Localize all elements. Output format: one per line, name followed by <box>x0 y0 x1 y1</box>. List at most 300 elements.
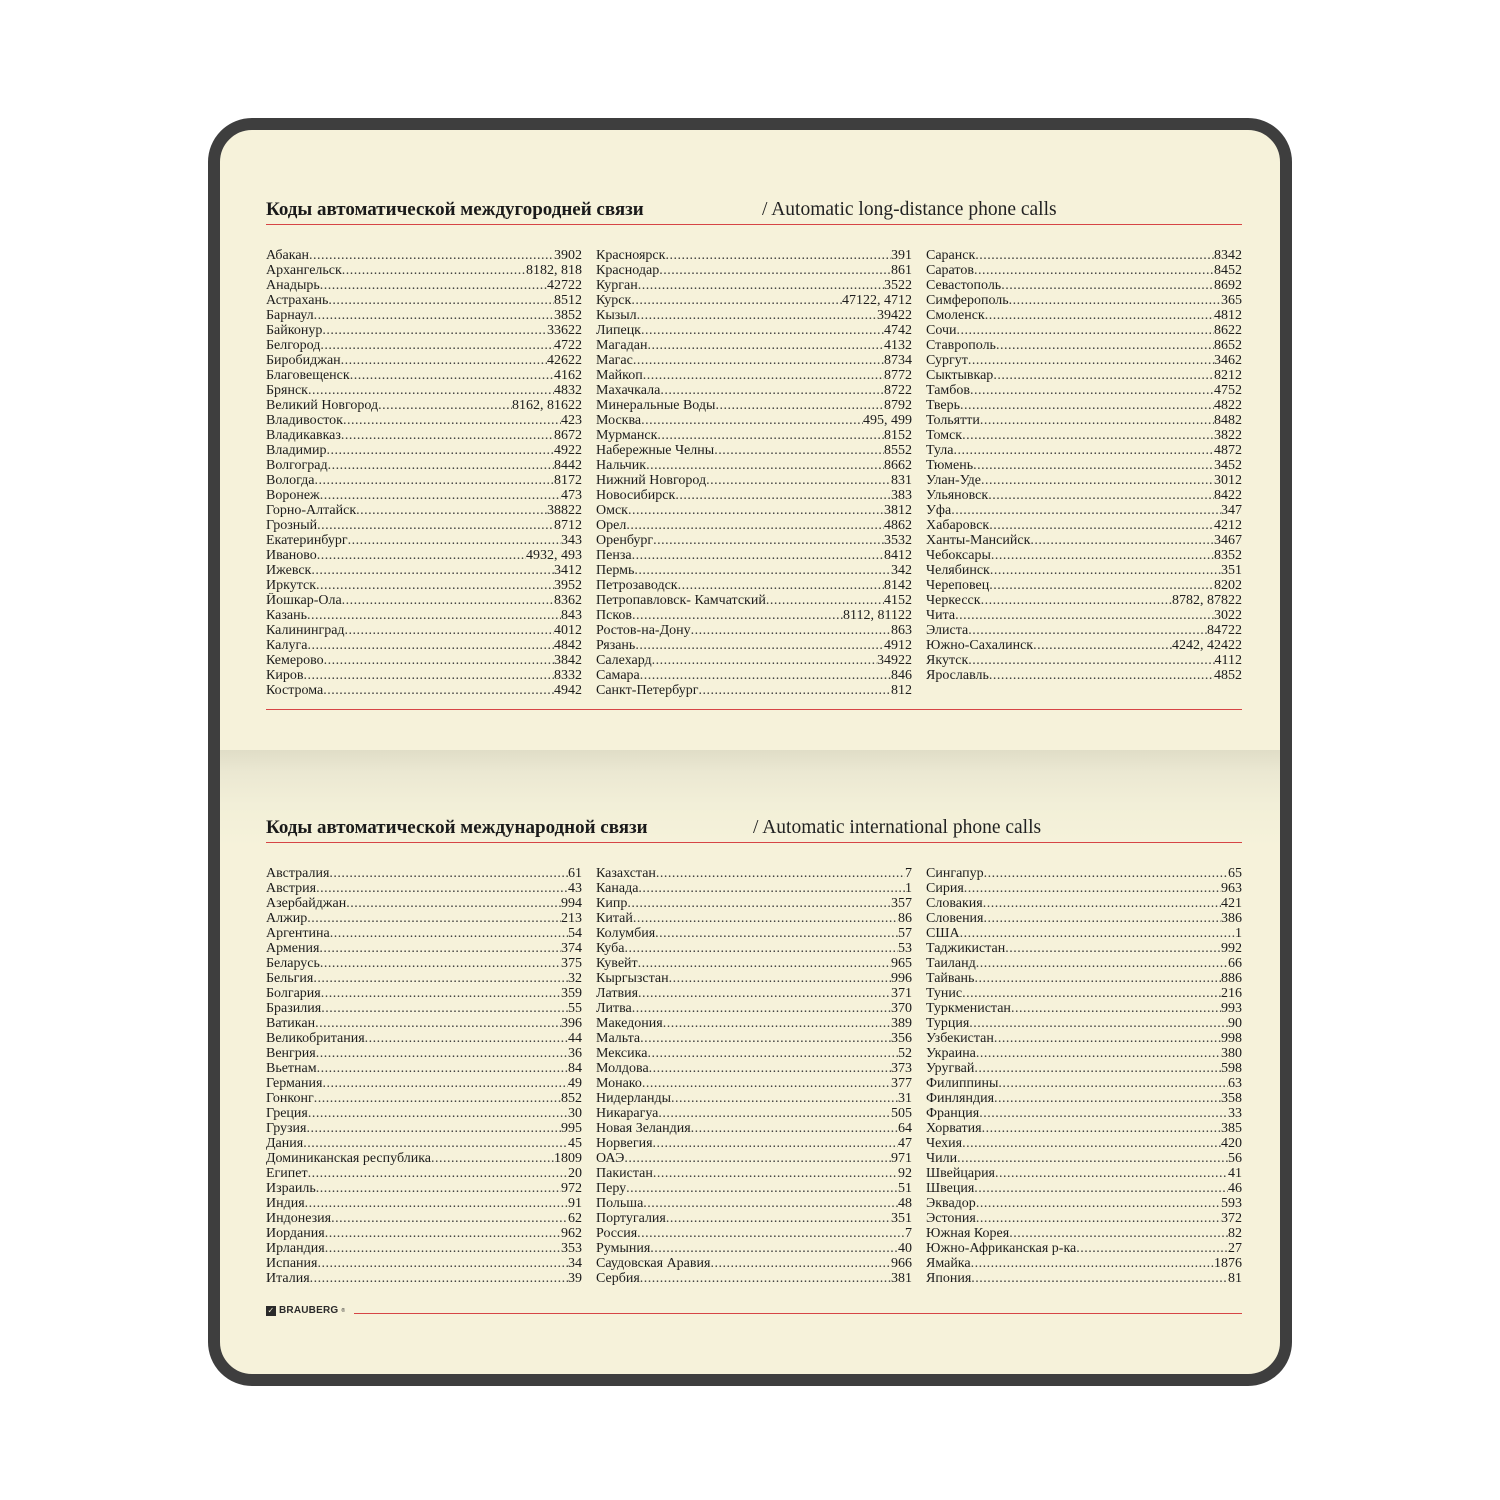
entry-name: Кувейт <box>596 956 638 971</box>
entry-code: 861 <box>891 263 912 278</box>
entry-code: 91 <box>568 1196 582 1211</box>
code-entry <box>926 1016 1242 1031</box>
dot-leader <box>320 338 554 353</box>
dot-leader <box>303 668 554 683</box>
code-entry <box>926 578 1242 593</box>
dot-leader <box>976 1196 1221 1211</box>
entry-name: Биробиджан <box>266 353 341 368</box>
code-entry <box>596 608 912 623</box>
entry-code: 27 <box>1228 1241 1242 1256</box>
entry-name: Израиль <box>266 1181 316 1196</box>
code-entry <box>596 638 912 653</box>
entry-name: Аргентина <box>266 926 330 941</box>
dot-leader <box>640 668 891 683</box>
entry-name: Саранск <box>926 248 976 263</box>
long-distance-columns <box>266 248 1242 698</box>
code-entry <box>596 1226 912 1241</box>
dot-leader <box>1009 293 1221 308</box>
dot-leader <box>1011 1001 1221 1016</box>
entry-code: 420 <box>1221 1136 1242 1151</box>
dot-leader <box>998 1076 1228 1091</box>
entry-code: 3812 <box>884 503 912 518</box>
code-entry <box>926 1076 1242 1091</box>
code-entry <box>926 1121 1242 1136</box>
entry-name: Ямайка <box>926 1256 971 1271</box>
international-column-1 <box>266 866 582 1286</box>
code-entry <box>926 1091 1242 1106</box>
entry-code: 7 <box>905 866 912 881</box>
entry-code: 8672 <box>554 428 582 443</box>
dot-leader <box>647 1046 898 1061</box>
dot-leader <box>968 353 1214 368</box>
entry-name: Владивосток <box>266 413 343 428</box>
entry-name: Тула <box>926 443 954 458</box>
code-entry <box>596 1016 912 1031</box>
entry-code: 342 <box>891 563 912 578</box>
long-distance-section <box>266 200 1242 710</box>
dot-leader <box>316 1046 568 1061</box>
code-entry <box>926 881 1242 896</box>
code-entry <box>596 578 912 593</box>
dot-leader <box>649 1061 891 1076</box>
entry-code: 966 <box>891 1256 912 1271</box>
entry-name: Хабаровск <box>926 518 990 533</box>
code-entry <box>596 278 912 293</box>
entry-name: Уфа <box>926 503 952 518</box>
dot-leader <box>969 1016 1228 1031</box>
entry-code: 8422 <box>1214 488 1242 503</box>
entry-code: 8162, 81622 <box>512 398 582 413</box>
entry-code: 65 <box>1228 866 1242 881</box>
entry-code: 33 <box>1228 1106 1242 1121</box>
entry-name: Барнаул <box>266 308 314 323</box>
code-entry <box>596 383 912 398</box>
entry-code: 359 <box>561 986 582 1001</box>
dot-leader <box>633 911 898 926</box>
dot-leader <box>317 518 554 533</box>
dot-leader <box>981 593 1172 608</box>
code-entry <box>926 443 1242 458</box>
entry-code: 356 <box>891 1031 912 1046</box>
dot-leader <box>317 1256 568 1271</box>
code-entry <box>926 986 1242 1001</box>
entry-code: 8772 <box>884 368 912 383</box>
entry-code: 347 <box>1221 503 1242 518</box>
dot-leader <box>350 368 554 383</box>
entry-name: Анадырь <box>266 278 320 293</box>
entry-name: Киров <box>266 668 304 683</box>
dot-leader <box>989 578 1214 593</box>
code-entry <box>266 473 582 488</box>
dot-leader <box>342 263 526 278</box>
entry-code: 4812 <box>1214 308 1242 323</box>
dot-leader <box>698 683 891 698</box>
entry-name: Мальта <box>596 1031 641 1046</box>
entry-name: Китай <box>596 911 633 926</box>
dot-leader <box>653 533 884 548</box>
dot-leader <box>650 1241 898 1256</box>
entry-name: Саратов <box>926 263 974 278</box>
entry-name: Челябинск <box>926 563 990 578</box>
entry-code: 373 <box>891 1061 912 1076</box>
dot-leader <box>996 338 1214 353</box>
entry-code: 8442 <box>554 458 582 473</box>
code-entry <box>596 428 912 443</box>
code-entry <box>266 866 582 881</box>
entry-code: 3467 <box>1214 533 1242 548</box>
dot-leader <box>308 1106 568 1121</box>
international-title-en: / Automatic international phone calls <box>753 817 1042 838</box>
dot-leader <box>305 1196 568 1211</box>
entry-name: Испания <box>266 1256 318 1271</box>
code-entry <box>596 1061 912 1076</box>
dot-leader <box>1033 638 1172 653</box>
code-entry <box>596 926 912 941</box>
entry-code: 52 <box>898 1046 912 1061</box>
entry-code: 34 <box>568 1256 582 1271</box>
dot-leader <box>638 956 891 971</box>
entry-name: Индия <box>266 1196 305 1211</box>
entry-code: 992 <box>1221 941 1242 956</box>
code-entry <box>926 593 1242 608</box>
entry-code: 995 <box>561 1121 582 1136</box>
entry-name: Оренбург <box>596 533 654 548</box>
entry-name: Мурманск <box>596 428 658 443</box>
entry-name: Тверь <box>926 398 960 413</box>
entry-code: 8142 <box>884 578 912 593</box>
code-entry <box>266 1001 582 1016</box>
dot-leader <box>316 578 554 593</box>
code-entry <box>596 1211 912 1226</box>
entry-code: 423 <box>561 413 582 428</box>
dot-leader <box>328 293 554 308</box>
code-entry <box>596 683 912 698</box>
brand-name: BRAUBERG <box>279 1305 339 1316</box>
dot-leader <box>968 653 1214 668</box>
entry-name: Тунис <box>926 986 963 1001</box>
code-entry <box>266 1211 582 1226</box>
dot-leader <box>988 488 1214 503</box>
entry-code: 8352 <box>1214 548 1242 563</box>
dot-leader <box>343 413 561 428</box>
entry-name: Турция <box>926 1016 970 1031</box>
entry-name: Томск <box>926 428 963 443</box>
dot-leader <box>345 623 554 638</box>
dot-leader <box>971 1271 1228 1286</box>
entry-code: 3012 <box>1214 473 1242 488</box>
code-entry <box>266 548 582 563</box>
dot-leader <box>976 1046 1221 1061</box>
entry-code: 993 <box>1221 1001 1242 1016</box>
entry-code: 63 <box>1228 1076 1242 1091</box>
entry-code: 4942 <box>554 683 582 698</box>
entry-name: Таджикистан <box>926 941 1006 956</box>
entry-code: 1 <box>1235 926 1242 941</box>
entry-code: 45 <box>568 1136 582 1151</box>
code-entry <box>266 293 582 308</box>
entry-code: 8782, 87822 <box>1172 593 1242 608</box>
entry-code: 371 <box>891 986 912 1001</box>
code-entry <box>596 323 912 338</box>
entry-code: 353 <box>561 1241 582 1256</box>
entry-name: Пакистан <box>596 1166 653 1181</box>
entry-code: 812 <box>891 683 912 698</box>
long-distance-bottom-rule <box>266 709 1242 710</box>
entry-code: 7 <box>905 1226 912 1241</box>
entry-code: 473 <box>561 488 582 503</box>
entry-name: Горно-Алтайск <box>266 503 357 518</box>
code-entry <box>926 368 1242 383</box>
code-entry <box>596 503 912 518</box>
code-entry <box>266 1016 582 1031</box>
long-distance-heading <box>266 200 1242 225</box>
entry-name: Кемерово <box>266 653 324 668</box>
code-entry <box>926 503 1242 518</box>
entry-name: Курган <box>596 278 638 293</box>
dot-leader <box>982 1121 1221 1136</box>
dot-leader <box>640 1271 891 1286</box>
entry-name: Набережные Челны <box>596 443 715 458</box>
dot-leader <box>626 518 884 533</box>
entry-code: 81 <box>1228 1271 1242 1286</box>
entry-name: Тольятти <box>926 413 980 428</box>
entry-code: 8172 <box>554 473 582 488</box>
entry-name: Македония <box>596 1016 663 1031</box>
entry-name: Нижний Новгород <box>596 473 707 488</box>
entry-name: Тайвань <box>926 971 975 986</box>
entry-code: 64 <box>898 1121 912 1136</box>
code-entry <box>596 986 912 1001</box>
brauberg-logo <box>266 1305 345 1316</box>
code-entry <box>926 1166 1242 1181</box>
code-entry <box>926 956 1242 971</box>
entry-name: Бразилия <box>266 1001 322 1016</box>
code-entry <box>266 248 582 263</box>
dot-leader <box>341 428 554 443</box>
code-entry <box>926 608 1242 623</box>
entry-code: 3412 <box>554 563 582 578</box>
code-entry <box>266 608 582 623</box>
code-entry <box>926 1271 1242 1286</box>
code-entry <box>266 1241 582 1256</box>
entry-code: 4862 <box>884 518 912 533</box>
entry-code: 343 <box>561 533 582 548</box>
entry-code: 44 <box>568 1031 582 1046</box>
entry-name: Смоленск <box>926 308 985 323</box>
entry-name: Египет <box>266 1166 308 1181</box>
code-entry <box>266 488 582 503</box>
entry-name: Южная Корея <box>926 1226 1010 1241</box>
dot-leader <box>979 1106 1228 1121</box>
entry-code: 389 <box>891 1016 912 1031</box>
code-entry <box>596 413 912 428</box>
code-entry <box>266 338 582 353</box>
entry-name: Литва <box>596 1001 632 1016</box>
code-entry <box>596 623 912 638</box>
code-entry <box>596 911 912 926</box>
entry-code: 82 <box>1228 1226 1242 1241</box>
code-entry <box>926 308 1242 323</box>
dot-leader <box>320 956 561 971</box>
code-entry <box>596 1121 912 1136</box>
entry-code: 3852 <box>554 308 582 323</box>
entry-name: Молдова <box>596 1061 649 1076</box>
entry-code: 213 <box>561 911 582 926</box>
dot-leader <box>671 1091 898 1106</box>
entry-code: 8552 <box>884 443 912 458</box>
code-entry <box>266 1151 582 1166</box>
entry-name: Минеральные Воды <box>596 398 716 413</box>
code-entry <box>926 1046 1242 1061</box>
code-entry <box>926 1106 1242 1121</box>
code-entry <box>596 956 912 971</box>
code-entry <box>266 971 582 986</box>
entry-code: 53 <box>898 941 912 956</box>
code-entry <box>926 1196 1242 1211</box>
entry-code: 4012 <box>554 623 582 638</box>
entry-code: 42622 <box>547 353 582 368</box>
entry-name: Вологда <box>266 473 315 488</box>
dot-leader <box>316 1181 561 1196</box>
dot-leader <box>307 911 561 926</box>
entry-name: Кызыл <box>596 308 637 323</box>
entry-name: Алжир <box>266 911 308 926</box>
entry-name: Казань <box>266 608 307 623</box>
entry-code: 385 <box>1221 1121 1242 1136</box>
dot-leader <box>319 941 561 956</box>
entry-code: 4922 <box>554 443 582 458</box>
dot-leader <box>653 1136 898 1151</box>
code-entry <box>266 398 582 413</box>
dot-leader <box>320 278 547 293</box>
dot-leader <box>974 263 1214 278</box>
code-entry <box>926 563 1242 578</box>
dot-leader <box>431 1151 554 1166</box>
code-entry <box>266 683 582 698</box>
entry-name: Азербайджан <box>266 896 347 911</box>
entry-code: 38822 <box>547 503 582 518</box>
entry-code: 374 <box>561 941 582 956</box>
code-entry <box>926 1226 1242 1241</box>
entry-name: Воронеж <box>266 488 320 503</box>
dot-leader <box>324 653 554 668</box>
code-entry <box>926 383 1242 398</box>
entry-name: Кипр <box>596 896 628 911</box>
entry-name: Филиппины <box>926 1076 999 1091</box>
dot-leader <box>638 278 884 293</box>
entry-name: Южно-Сахалинск <box>926 638 1034 653</box>
code-entry <box>596 1136 912 1151</box>
entry-name: Сочи <box>926 323 957 338</box>
code-entry <box>266 1046 582 1061</box>
entry-code: 370 <box>891 1001 912 1016</box>
entry-code: 4132 <box>884 338 912 353</box>
entry-code: 4852 <box>1214 668 1242 683</box>
dot-leader <box>971 1256 1214 1271</box>
code-entry <box>266 308 582 323</box>
code-entry <box>926 323 1242 338</box>
entry-code: 20 <box>568 1166 582 1181</box>
entry-name: Якутск <box>926 653 969 668</box>
dot-leader <box>321 1001 568 1016</box>
entry-name: Сыктывкар <box>926 368 994 383</box>
entry-name: Эквадор <box>926 1196 976 1211</box>
entry-name: Словения <box>926 911 984 926</box>
code-entry <box>596 1031 912 1046</box>
code-entry <box>266 896 582 911</box>
code-entry <box>266 956 582 971</box>
entry-code: 375 <box>561 956 582 971</box>
entry-code: 4112 <box>1214 653 1242 668</box>
dot-leader <box>1030 533 1214 548</box>
dot-leader <box>325 1226 561 1241</box>
dot-leader <box>626 1181 898 1196</box>
dot-leader <box>330 926 568 941</box>
code-entry <box>926 638 1242 653</box>
code-entry <box>926 911 1242 926</box>
entry-name: Вьетнам <box>266 1061 317 1076</box>
entry-code: 8482 <box>1214 413 1242 428</box>
code-entry <box>596 518 912 533</box>
entry-code: 8734 <box>884 353 912 368</box>
dot-leader <box>660 383 884 398</box>
entry-name: Казахстан <box>596 866 656 881</box>
dot-leader <box>308 383 554 398</box>
code-entry <box>926 896 1242 911</box>
code-entry <box>266 533 582 548</box>
entry-code: 8692 <box>1214 278 1242 293</box>
entry-name: Улан-Уде <box>926 473 981 488</box>
code-entry <box>266 668 582 683</box>
entry-code: 495, 499 <box>863 413 912 428</box>
dot-leader <box>953 443 1214 458</box>
dot-leader <box>317 548 526 563</box>
entry-code: 863 <box>891 623 912 638</box>
entry-name: Архангельск <box>266 263 342 278</box>
dot-leader <box>960 398 1214 413</box>
entry-name: Великобритания <box>266 1031 365 1046</box>
code-entry <box>596 533 912 548</box>
dot-leader <box>308 1166 568 1181</box>
entry-name: Узбекистан <box>926 1031 994 1046</box>
entry-name: Волгоград <box>266 458 328 473</box>
dot-leader <box>973 458 1214 473</box>
registered-mark: ® <box>341 1307 346 1314</box>
international-section <box>266 818 1242 1286</box>
entry-name: Словакия <box>926 896 983 911</box>
code-entry <box>926 926 1242 941</box>
entry-name: Куба <box>596 941 625 956</box>
entry-name: Никарагуа <box>596 1106 659 1121</box>
dot-leader <box>983 896 1221 911</box>
dot-leader <box>962 428 1214 443</box>
entry-name: Украина <box>926 1046 976 1061</box>
dot-leader <box>990 563 1221 578</box>
code-entry <box>926 668 1242 683</box>
code-entry <box>266 1271 582 1286</box>
dot-leader <box>678 578 884 593</box>
code-entry <box>266 653 582 668</box>
code-entry <box>926 1211 1242 1226</box>
entry-name: Сингапур <box>926 866 984 881</box>
entry-name: Новосибирск <box>596 488 676 503</box>
long-distance-column-2 <box>596 248 912 698</box>
entry-code: 34922 <box>877 653 912 668</box>
entry-name: Грузия <box>266 1121 307 1136</box>
dot-leader <box>321 986 561 1001</box>
code-entry <box>596 563 912 578</box>
code-entry <box>266 443 582 458</box>
